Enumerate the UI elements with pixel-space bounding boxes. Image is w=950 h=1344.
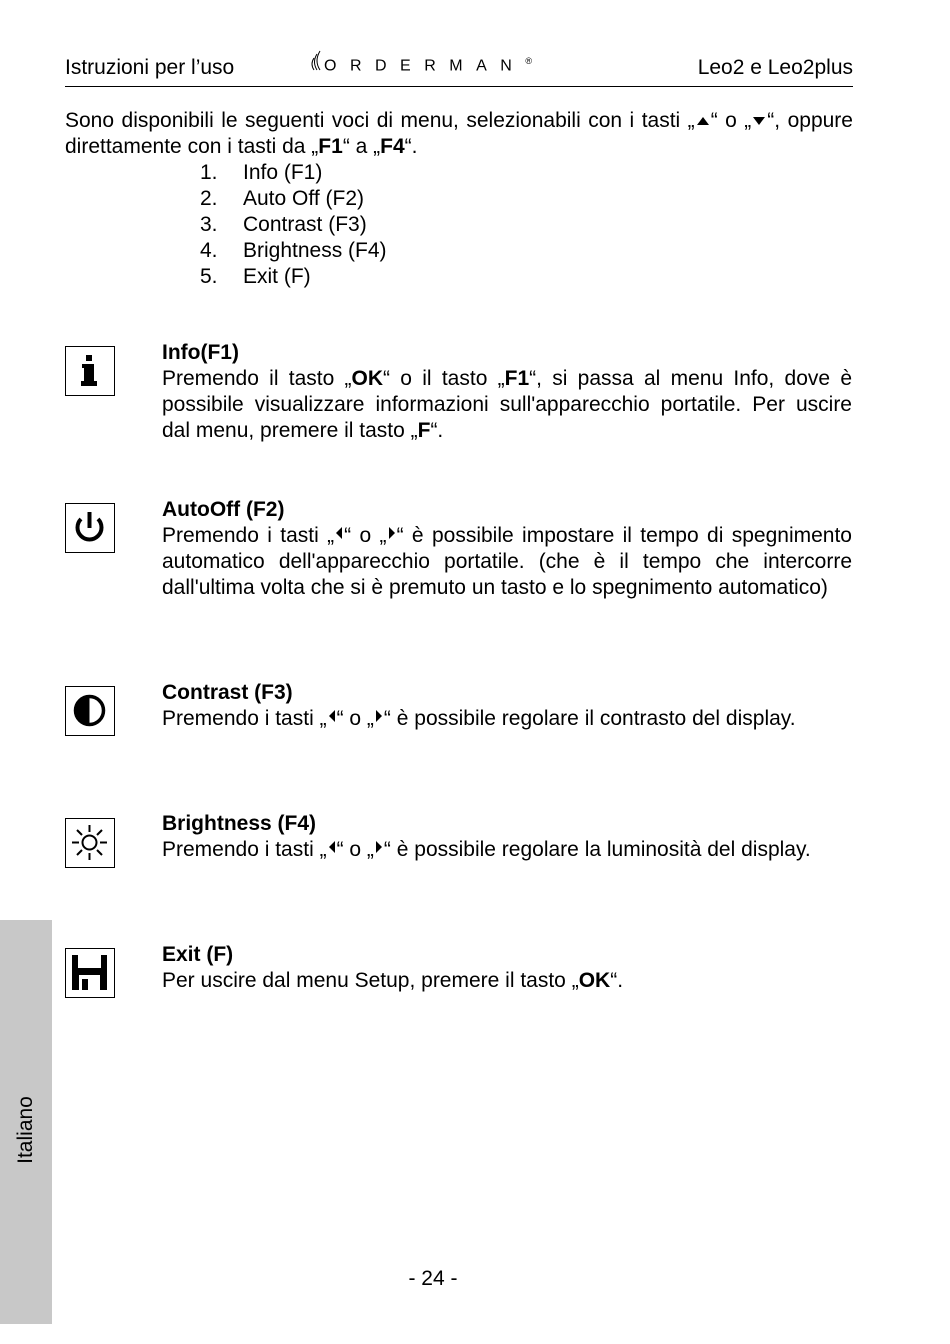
up-arrow-icon [697, 117, 709, 125]
section-title: Contrast (F3) [162, 681, 293, 704]
page-number: - 24 - [408, 1267, 458, 1290]
list-item: 4. Brightness (F4) [200, 239, 387, 262]
registered-mark: ® [525, 56, 532, 66]
language-tab-label: Italiano [14, 1096, 37, 1164]
section-title: AutoOff (F2) [162, 498, 285, 521]
section-contrast: Contrast (F3) Premendo i tasti „ “ o „ “ è possibile regolare il contrasto del display. [162, 680, 852, 732]
sun-icon [65, 818, 115, 868]
section-title: Brightness (F4) [162, 812, 317, 835]
floppy-disk-icon [65, 948, 115, 998]
left-arrow-icon [329, 710, 335, 722]
logo-wordmark: ORDERMAN® [324, 56, 532, 75]
intro-paragraph: Sono disponibili le seguenti voci di menu, selezionabili con i tasti „ “ o „ “, oppure direttamente con i tasti da „F1“ a „F4“. [65, 109, 853, 158]
logo-waves-icon [308, 50, 324, 72]
down-arrow-icon [753, 117, 765, 125]
section-title: Info(F1) [162, 341, 239, 364]
header-title-left: Istruzioni per l’uso [65, 56, 235, 79]
info-icon [65, 346, 115, 396]
left-arrow-icon [336, 527, 342, 539]
header-title-right: Leo2 e Leo2plus [697, 56, 853, 79]
right-arrow-icon [376, 841, 382, 853]
list-item: 5. Exit (F) [200, 265, 311, 288]
section-exit: Exit (F) Per uscire dal menu Setup, premere il tasto „OK“. [162, 942, 852, 994]
left-arrow-icon [329, 841, 335, 853]
contrast-icon [65, 686, 115, 736]
power-icon [65, 503, 115, 553]
page-header [65, 56, 853, 87]
section-brightness: Brightness (F4) Premendo i tasti „ “ o „ “ è possibile regolare la luminosità del display. [162, 811, 852, 863]
list-item: 3. Contrast (F3) [200, 213, 367, 236]
right-arrow-icon [376, 710, 382, 722]
menu-list [200, 160, 387, 290]
list-item: 2. Auto Off (F2) [200, 187, 364, 210]
list-item: 1. Info (F1) [200, 161, 323, 184]
section-autooff: AutoOff (F2) Premendo i tasti „ “ o „ “ è possibile impostare il tempo di spegnimento automatico dell'apparecchio portatile. (che è il tempo che intercorre dall'ultima volta che si è premuto un tasto e lo spegnimento automatico) [162, 498, 852, 599]
section-title: Exit (F) [162, 943, 234, 966]
right-arrow-icon [389, 527, 395, 539]
section-info: Info(F1) Premendo il tasto „OK“ o il tasto „F1“, si passa al menu Info, dove è possibile visualizzare informazioni sull'apparecchio portatile. Per uscire dal menu, premere il tasto „F“. [162, 341, 852, 442]
